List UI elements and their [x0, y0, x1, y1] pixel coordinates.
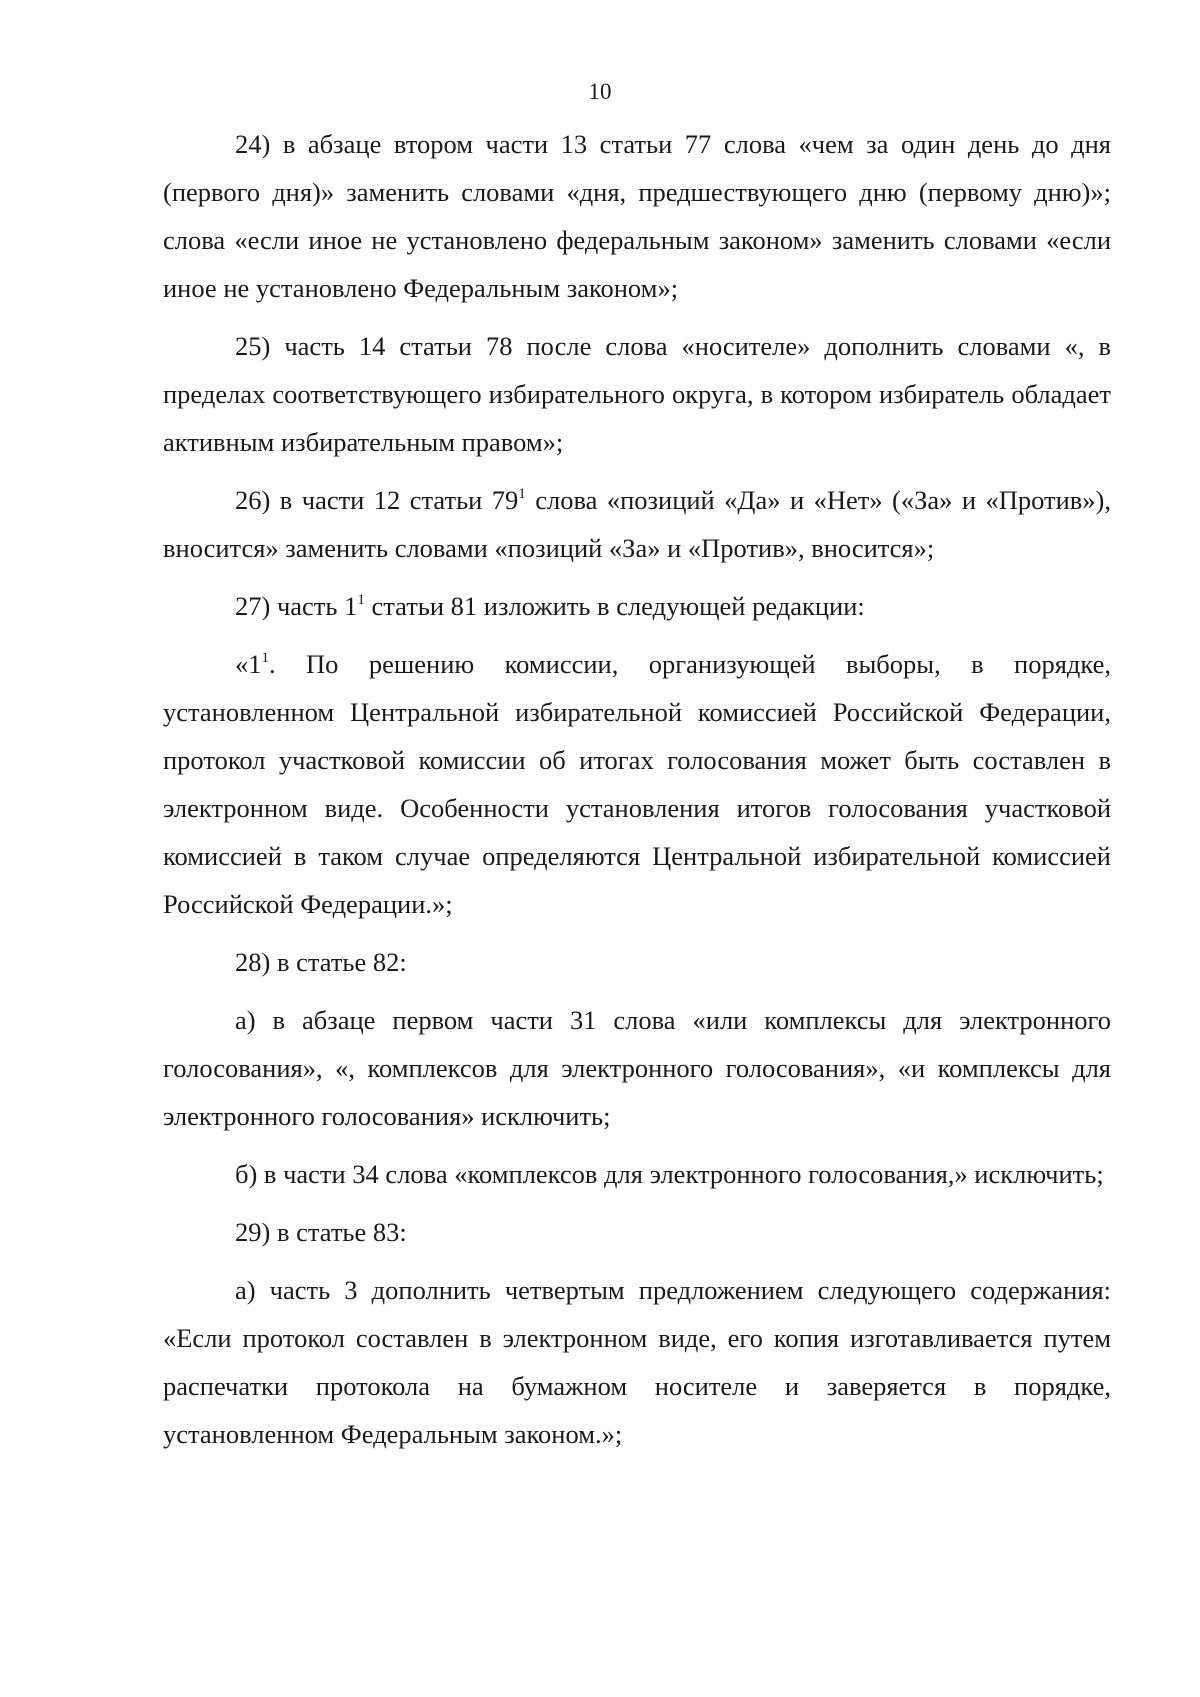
paragraph-subitem-a [163, 996, 1111, 1140]
paragraph-item-26 [163, 476, 1111, 572]
superscript-index: 1 [357, 592, 365, 608]
paragraph-item-25 [163, 322, 1111, 466]
paragraph-item-28 [163, 938, 1111, 986]
paragraph-text: слова «позиций «Да» и «Нет» («За» и «Против»), вносится» заменить словами «позиций «За» и «Против», вносится»; [163, 485, 1111, 563]
paragraph-text: 28) в статье 82: [235, 947, 407, 977]
paragraph-item-27 [163, 582, 1111, 630]
paragraph-text: 27) часть 1 [235, 591, 358, 621]
paragraph-subitem-b [163, 1150, 1111, 1198]
page-number: 10 [588, 79, 612, 104]
paragraph-text: . По решению комиссии, организующей выборы, в порядке, установленном Центральной избирательной комиссией Российской Федерации, протокол участковой комиссии об итогах голосования может быть составлен в электронном виде. Особенности установления итогов голосования участковой комиссией в таком случае определяются Центральной избирательной комиссией Российской Федерации.»; [163, 649, 1111, 919]
paragraph-text: статьи 81 изложить в следующей редакции: [364, 591, 865, 621]
paragraph-text: б) в части 34 слова «комплексов для электронного голосования,» исключить; [235, 1159, 1104, 1189]
paragraph-text: а) в абзаце первом части 31 слова «или комплексы для электронного голосования», «, комплексов для электронного голосования», «и комплексы для электронного голосования» исключить; [163, 1005, 1111, 1131]
superscript-index: 1 [261, 650, 269, 666]
paragraph-subitem-a [163, 1266, 1111, 1458]
paragraph-text: 24) в абзаце втором части 13 статьи 77 слова «чем за один день до дня (первого дня)» заменить словами «дня, предшествующего дню (первому дню)»; слова «если иное не установлено федеральным законом» заменить словами «если иное не установлено Федеральным законом»; [163, 129, 1111, 303]
paragraph-quoted-part-1-1 [163, 640, 1111, 928]
paragraph-text: 25) часть 14 статьи 78 после слова «носителе» дополнить словами «, в пределах соответствующего избирательного округа, в котором избиратель обладает активным избирательным правом»; [163, 331, 1111, 457]
paragraph-item-24 [163, 120, 1111, 312]
paragraph-item-29 [163, 1208, 1111, 1256]
document-body [163, 120, 1111, 1468]
paragraph-text: 29) в статье 83: [235, 1217, 407, 1247]
paragraph-text: 26) в части 12 статьи 79 [235, 485, 519, 515]
paragraph-text: «1 [235, 649, 262, 679]
superscript-index: 1 [518, 486, 526, 502]
paragraph-text: а) часть 3 дополнить четвертым предложением следующего содержания: «Если протокол составлен в электронном виде, его копия изготавливается путем распечатки протокола на бумажном носителе и заверяется в порядке, установленном Федеральным законом.»; [163, 1275, 1111, 1449]
